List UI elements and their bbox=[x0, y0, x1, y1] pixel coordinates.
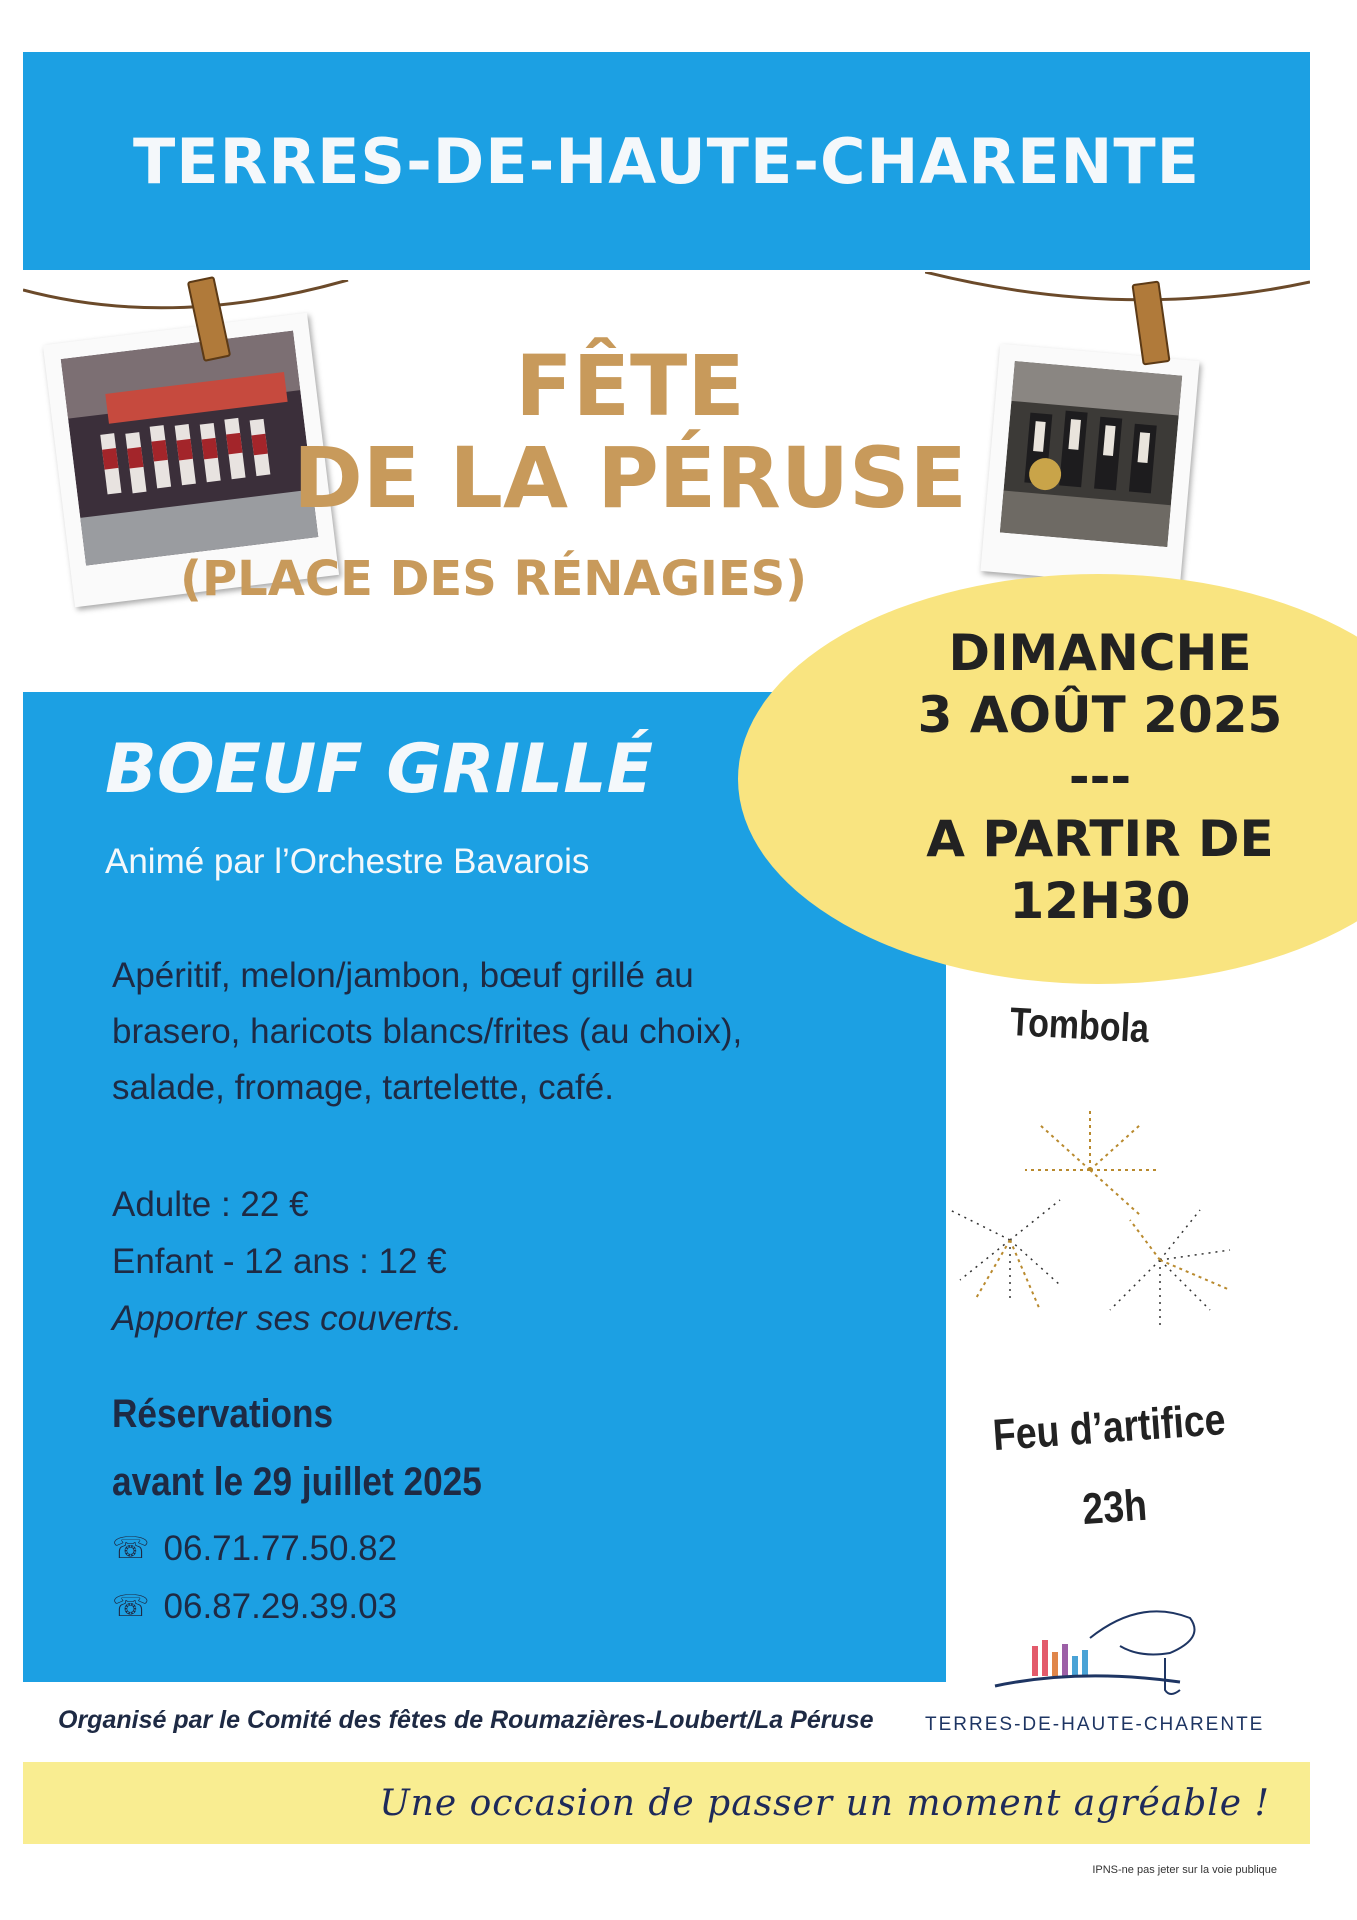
date-day: DIMANCHE bbox=[948, 624, 1252, 682]
slogan-band bbox=[23, 1762, 1310, 1844]
fireworks-time: 23h bbox=[1080, 1480, 1149, 1535]
phone-item bbox=[112, 1520, 397, 1578]
date-block bbox=[880, 622, 1320, 932]
phone-list bbox=[112, 1520, 397, 1636]
event-title-line2: DE LA PÉRUSE bbox=[293, 429, 967, 528]
date-time: 12H30 bbox=[1009, 872, 1191, 930]
reservations-deadline: avant le 29 juillet 2025 bbox=[112, 1460, 482, 1504]
prices bbox=[112, 1176, 462, 1347]
date-from: A PARTIR DE bbox=[926, 810, 1274, 868]
phone-number[interactable]: 06.71.77.50.82 bbox=[163, 1529, 398, 1568]
price-child: Enfant - 12 ans : 12 € bbox=[112, 1242, 447, 1281]
phone-item bbox=[112, 1578, 397, 1636]
phone-number[interactable]: 06.87.29.39.03 bbox=[163, 1587, 398, 1626]
cutlery-note: Apporter ses couverts. bbox=[112, 1299, 463, 1338]
event-place: (PLACE DES RÉNAGIES) bbox=[180, 550, 808, 607]
ipns-notice: IPNS-ne pas jeter sur la voie publique bbox=[1092, 1864, 1277, 1876]
menu-line: brasero, haricots blancs/frites (au choix), bbox=[112, 1012, 743, 1051]
fireworks-icon bbox=[930, 1100, 1250, 1330]
telephone-icon: ☏ bbox=[112, 1532, 150, 1565]
reservations bbox=[112, 1380, 482, 1516]
date-date: 3 AOÛT 2025 bbox=[917, 686, 1283, 744]
menu-description bbox=[112, 948, 912, 1116]
top-banner bbox=[23, 52, 1310, 270]
menu-title: BOEUF GRILLÉ bbox=[105, 730, 654, 809]
tombola-label: Tombola bbox=[1008, 1000, 1151, 1052]
event-title-block bbox=[150, 337, 1000, 607]
fireworks-info bbox=[990, 1380, 1233, 1556]
menu-subtitle: Animé par l’Orchestre Bavarois bbox=[105, 842, 590, 881]
price-adult: Adulte : 22 € bbox=[112, 1185, 309, 1224]
orchestra-photo-image bbox=[1000, 361, 1182, 547]
fireworks-label: Feu d’artifice bbox=[991, 1395, 1227, 1461]
logo-wordmark: TERRES-DE-HAUTE-CHARENTE bbox=[925, 1714, 1265, 1735]
organizer-text: Organisé par le Comité des fêtes de Roumazières-Loubert/La Péruse bbox=[58, 1706, 874, 1734]
clothesline-right bbox=[925, 272, 1310, 332]
terres-de-haute-charente-logo bbox=[990, 1598, 1220, 1708]
date-separator: --- bbox=[1068, 748, 1132, 806]
photo-orchestra bbox=[980, 344, 1199, 589]
event-title-line1: FÊTE bbox=[515, 337, 745, 435]
menu-line: Apéritif, melon/jambon, bœuf grillé au bbox=[112, 956, 694, 995]
telephone-icon: ☏ bbox=[112, 1590, 150, 1623]
menu-line: salade, fromage, tartelette, café. bbox=[112, 1068, 614, 1107]
slogan: Une occasion de passer un moment agréable ! bbox=[379, 1782, 1270, 1824]
banner-title: TERRES-DE-HAUTE-CHARENTE bbox=[132, 124, 1201, 198]
reservations-title: Réservations bbox=[112, 1392, 334, 1436]
